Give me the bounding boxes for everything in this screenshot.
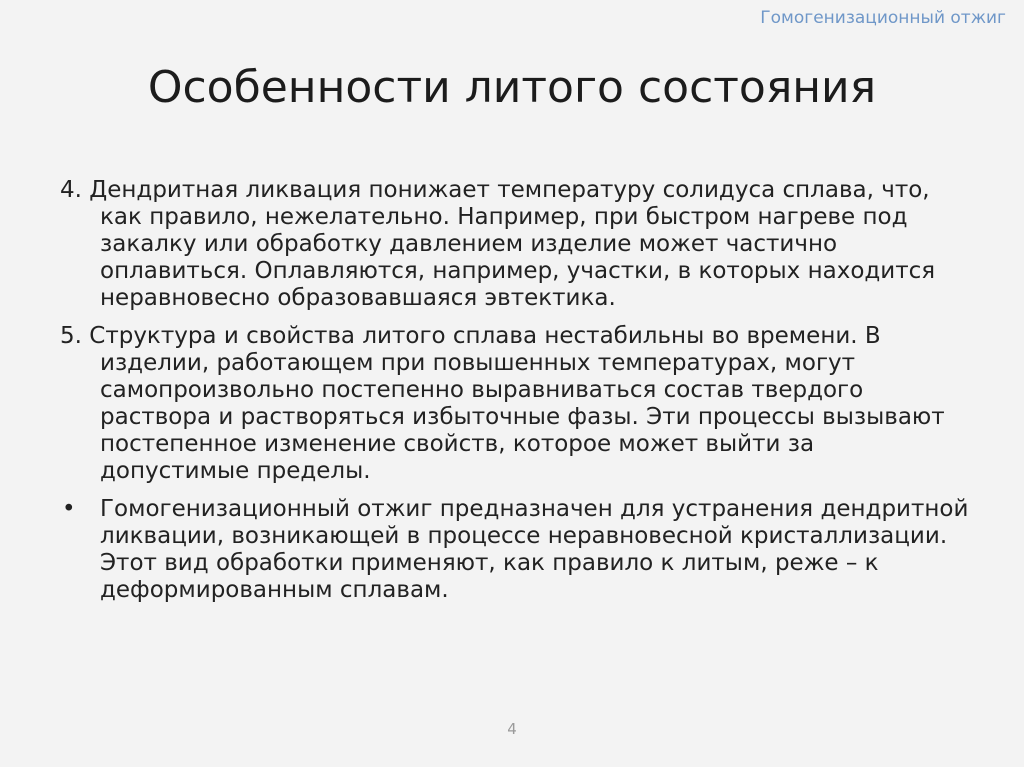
paragraph-item-5	[60, 323, 970, 485]
paragraph-text: Дендритная ликвация понижает температуру солидуса сплава, что, как правило, нежелательно. Например, при быстром нагреве под закалку или обработку давлением изделие может частично оплавиться. Оплавляются, например, участки, в которых находится неравновесно образовавшаяся эвтектика.	[89, 177, 936, 311]
slide-title: Особенности литого состояния	[147, 62, 877, 113]
bullet-item	[60, 496, 970, 604]
section-header-label: Гомогенизационный отжиг	[760, 8, 1006, 28]
slide-content	[60, 177, 970, 615]
page-number: 4	[507, 720, 517, 738]
paragraph-number-marker: 4.	[60, 177, 82, 203]
bullet-icon: •	[62, 496, 76, 522]
paragraph-item-4	[60, 177, 970, 312]
paragraph-number-marker: 5.	[60, 323, 82, 349]
paragraph-text: Структура и свойства литого сплава нестабильны во времени. В изделии, работающем при повышенных температурах, могут самопроизвольно постепенно выравниваться состав твердого раствора и растворяться избыточные фазы. Эти процессы вызывают постепенное изменение свойств, которое может выйти за допустимые пределы.	[89, 323, 945, 484]
paragraph-text: Гомогенизационный отжиг предназначен для устранения дендритной ликвации, возникающей в процессе неравновесной кристаллизации. Этот вид обработки применяют, как правило к литым, реже – к деформированным сплавам.	[100, 496, 969, 603]
